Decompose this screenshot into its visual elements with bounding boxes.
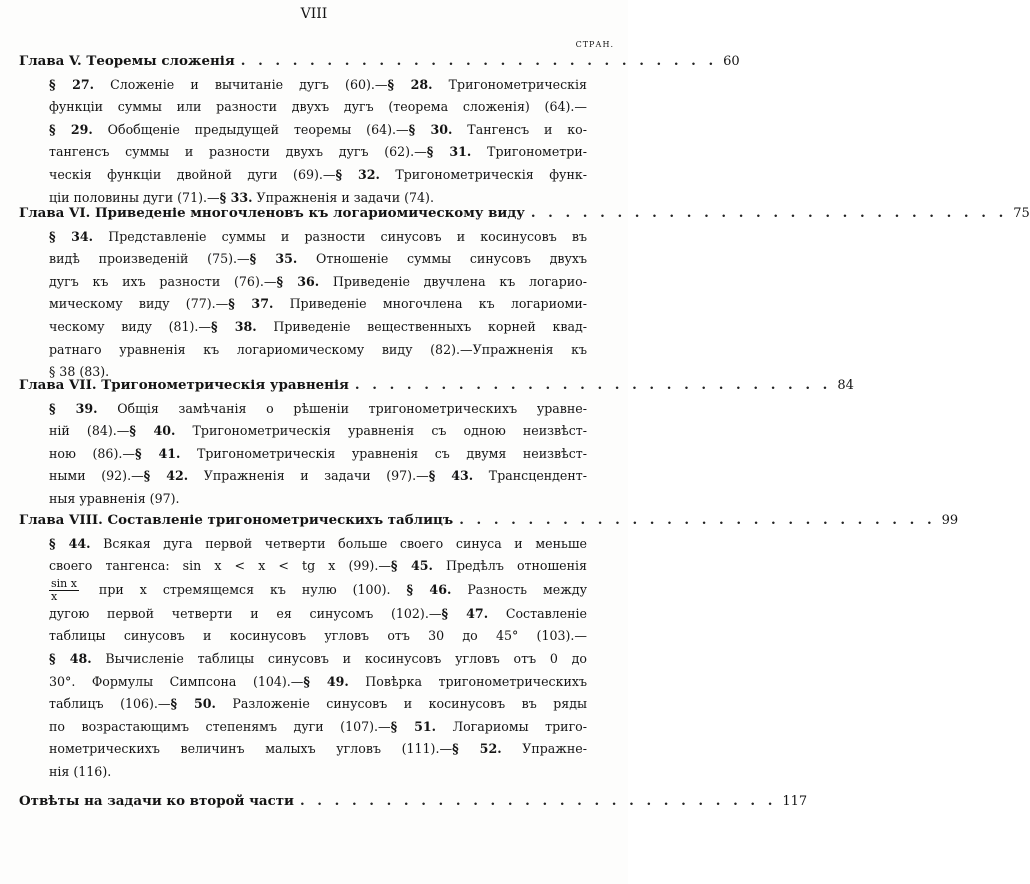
section-number: § 52.	[452, 741, 502, 757]
contents-line: нометрическихъ величинъ малыхъ угловъ (111).—§ 52. Упражне-	[49, 741, 587, 757]
chapter-heading	[19, 50, 740, 74]
section-number: § 49.	[303, 673, 349, 689]
contents-line: ческія функціи двойной дуги (69).—§ 32. Тригонометрическія функ-	[49, 166, 587, 182]
contents-line: дугою первой четверти и ея синусомъ (102).—§ 47. Составленіе	[49, 605, 588, 621]
chapter-v-entry	[19, 50, 740, 209]
contents-line: § 34. Представленіе суммы и разности синусовъ и косинусовъ въ	[49, 228, 588, 244]
contents-line: мическому виду (77).—§ 37. Приведеніе многочлена къ логариоми-	[49, 296, 587, 312]
contents-line: ній (84).—§ 40. Тригонометрическія уравненія съ одною неизвѣст-	[49, 423, 587, 439]
chapter-heading	[19, 374, 854, 398]
section-number: § 45.	[390, 558, 433, 574]
contents-line: ною (86).—§ 41. Тригонометрическія уравненія съ двумя неизвѣст-	[49, 445, 587, 461]
section-number: § 37.	[228, 296, 274, 312]
chapter-heading	[19, 202, 1030, 226]
answers-page: 117	[782, 794, 808, 809]
section-number: § 30.	[408, 121, 453, 137]
section-number: § 42.	[143, 468, 189, 484]
contents-line: своего тангенса: sin x < x < tg x (99).—§ 45. Предѣлъ отношенія	[49, 558, 588, 574]
section-number: § 28.	[387, 76, 433, 92]
chapter-page: 84	[837, 378, 854, 393]
page-number: VIII	[300, 6, 328, 22]
contents-line: § 38 (83).	[49, 364, 110, 380]
section-number: § 48.	[49, 650, 92, 666]
leader-dots: . . . . . . . . . . . . . . . . . . . . . . . . . . . .	[530, 205, 1008, 221]
contents-line: по возрастающимъ степенямъ дуги (107).—§ 51. Логариомы триго-	[49, 718, 588, 734]
contents-line: тангенсъ суммы и разности двухъ дугъ (62).—§ 31. Тригонометри-	[49, 144, 587, 160]
contents-line: § 27. Сложеніе и вычитаніе дугъ (60).—§ 28. Тригонометрическія	[49, 76, 587, 92]
section-number: § 50.	[170, 696, 216, 712]
answers-heading	[19, 790, 808, 814]
section-number: § 36.	[276, 273, 320, 289]
contents-line: таблицъ (106).—§ 50. Разложеніе синусовъ и косинусовъ въ ряды	[49, 696, 587, 712]
section-number: § 34.	[49, 228, 94, 244]
section-number: § 38.	[211, 318, 257, 334]
leader-dots: . . . . . . . . . . . . . . . . . . . . . . . . . . . .	[240, 53, 718, 69]
contents-line: $\frac{\text{sin x}}{x}$ при x стремящемся къ нулю (100). § 46. Разность между	[51, 576, 587, 603]
section-number: § 31.	[426, 144, 472, 160]
leader-dots: . . . . . . . . . . . . . . . . . . . . . . . . . . . .	[354, 377, 832, 393]
chapter-vii-entry	[19, 374, 854, 511]
section-number: § 29.	[49, 121, 93, 137]
answers-entry	[19, 790, 808, 814]
chapter-title: Глава VIII. Составленіе тригонометрическихъ таблицъ	[19, 512, 454, 528]
section-number: § 46.	[406, 581, 452, 597]
chapter-page: 99	[941, 513, 959, 528]
contents-line: функціи суммы или разности двухъ дугъ (теорема сложенія) (64).—	[49, 99, 587, 115]
chapter-page: 60	[723, 54, 740, 69]
chapter-title: Глава VII. Тригонометрическія уравненія	[19, 377, 349, 393]
section-number: § 40.	[129, 423, 176, 439]
chapter-viii-entry	[19, 509, 959, 784]
contents-line: ратнаго уравненія къ логариомическому виду (82).—Упражненія къ	[49, 341, 587, 357]
contents-line: дугъ къ ихъ разности (76).—§ 36. Приведеніе двучлена къ логарио-	[49, 273, 587, 289]
fraction: $\frac{\text{sin x}}{x}$	[51, 576, 77, 603]
section-number: § 41.	[134, 445, 181, 461]
section-number: § 47.	[441, 605, 489, 621]
chapter-vi-entry	[19, 202, 1030, 384]
contents-line: нія (116).	[49, 763, 112, 779]
chapter-heading	[19, 509, 959, 533]
contents-line: § 48. Вычисленіе таблицы синусовъ и косинусовъ угловъ отъ 0 до	[49, 650, 587, 666]
chapter-title: Глава V. Теоремы сложенія	[19, 53, 235, 69]
contents-line: таблицы синусовъ и косинусовъ угловъ отъ 30 до 45° (103).—	[49, 628, 587, 644]
contents-line: § 29. Обобщеніе предыдущей теоремы (64).—§ 30. Тангенсъ и ко-	[49, 121, 588, 137]
section-number: § 51.	[390, 718, 437, 734]
contents-line: § 39. Общія замѣчанія о рѣшеніи тригонометрическихъ уравне-	[49, 400, 587, 416]
section-number: § 44.	[49, 535, 91, 551]
section-number: § 35.	[249, 251, 298, 267]
leader-dots: . . . . . . . . . . . . . . . . . . . . . . . . . . . .	[459, 512, 936, 528]
section-number: § 33.	[219, 189, 253, 205]
contents-line: ческому виду (81).—§ 38. Приведеніе вещественныхъ корней квад-	[49, 318, 587, 334]
page-column-header: СТРАН.	[575, 40, 614, 49]
section-number: § 32.	[335, 166, 380, 182]
section-number: § 27.	[49, 76, 94, 92]
chapter-title: Глава VI. Приведеніе многочленовъ къ логариомическому виду	[19, 205, 525, 221]
contents-line: § 44. Всякая дуга первой четверти больше своего синуса и меньше	[49, 535, 587, 551]
contents-line: видѣ произведеній (75).—§ 35. Отношеніе суммы синусовъ двухъ	[49, 251, 587, 267]
leader-dots: . . . . . . . . . . . . . . . . . . . . . . . . . . . .	[299, 793, 777, 809]
chapter-page: 75	[1013, 206, 1030, 221]
section-number: § 43.	[428, 468, 474, 484]
contents-line: ныя уравненія (97).	[49, 490, 180, 506]
contents-line: 30°. Формулы Симпсона (104).—§ 49. Повѣрка тригонометрическихъ	[49, 673, 587, 689]
section-number: § 39.	[49, 400, 98, 416]
answers-title: Отвѣты на задачи ко второй части	[19, 793, 294, 809]
contents-line: ными (92).—§ 42. Упражненія и задачи (97).—§ 43. Трансцендент-	[49, 468, 587, 484]
contents-line: ціи половины дуги (71).—§ 33. Упражненія и задачи (74).	[49, 189, 434, 205]
